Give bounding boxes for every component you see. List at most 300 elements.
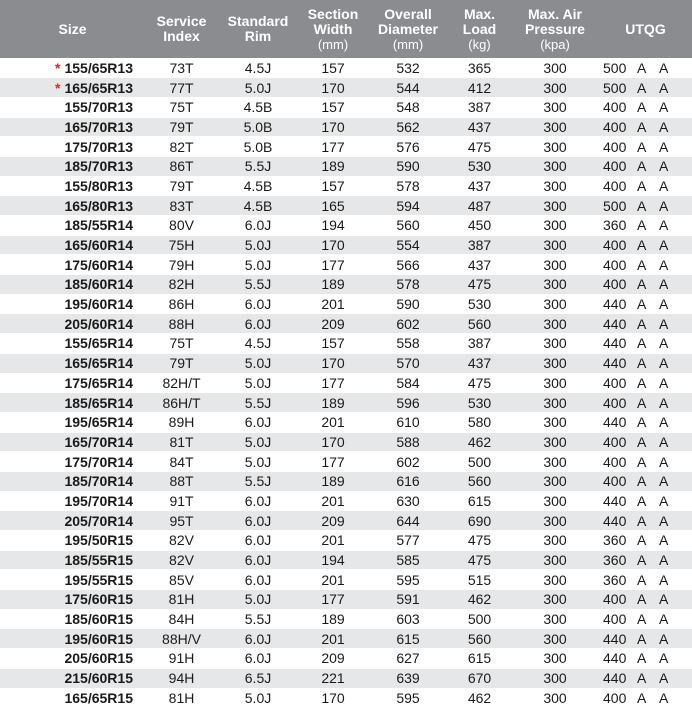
cell-size: [0, 471, 145, 491]
cell-standard-rim: 5.5J: [218, 609, 298, 629]
cell-standard-rim: 6.0J: [218, 531, 298, 551]
utqg-traction: A: [637, 433, 647, 450]
utqg-temperature: A: [659, 118, 669, 135]
size-value: 185/70R14: [64, 473, 133, 490]
cell-utqg: [599, 137, 692, 157]
utqg-traction: A: [637, 650, 647, 667]
utqg-temperature: A: [659, 79, 669, 96]
utqg-temperature: A: [659, 650, 669, 667]
cell-utqg: [599, 570, 692, 590]
utqg-traction: A: [637, 374, 647, 391]
table-row: [0, 570, 692, 590]
cell-standard-rim: 5.5J: [218, 275, 298, 295]
cell-max-air-pressure: 300: [511, 452, 599, 472]
utqg-treadwear: 440: [603, 650, 627, 667]
cell-utqg: [599, 531, 692, 551]
cell-max-load: 437: [448, 117, 511, 137]
cell-size: [0, 432, 145, 452]
cell-service-index: 83T: [145, 196, 218, 216]
cell-max-load: 437: [448, 176, 511, 196]
cell-standard-rim: 4.5B: [218, 196, 298, 216]
utqg-temperature: A: [659, 532, 669, 549]
cell-section-width: 201: [298, 294, 368, 314]
size-value: 195/65R14: [64, 414, 133, 431]
table-row: [0, 550, 692, 570]
cell-max-load: 560: [448, 629, 511, 649]
cell-service-index: 79T: [145, 353, 218, 373]
cell-max-air-pressure: 300: [511, 471, 599, 491]
cell-utqg: [599, 491, 692, 511]
cell-size: [0, 255, 145, 275]
utqg-traction: A: [637, 177, 647, 194]
cell-overall-diameter: 595: [368, 688, 448, 708]
cell-service-index: 80V: [145, 216, 218, 236]
cell-max-load: 560: [448, 471, 511, 491]
utqg-traction: A: [637, 197, 647, 214]
cell-overall-diameter: 544: [368, 78, 448, 98]
cell-standard-rim: 4.5J: [218, 334, 298, 354]
cell-utqg: [599, 649, 692, 669]
cell-max-load: 560: [448, 314, 511, 334]
table-row: [0, 334, 692, 354]
size-value: 205/60R15: [64, 650, 133, 667]
cell-max-load: 475: [448, 550, 511, 570]
cell-max-load: 450: [448, 216, 511, 236]
utqg-traction: A: [637, 512, 647, 529]
utqg-temperature: A: [659, 552, 669, 569]
size-value: 185/70R13: [64, 158, 133, 175]
table-body: [0, 58, 692, 708]
cell-overall-diameter: 554: [368, 235, 448, 255]
table-row: [0, 58, 692, 78]
table-row: [0, 609, 692, 629]
cell-max-air-pressure: 300: [511, 156, 599, 176]
size-value: 185/60R14: [64, 276, 133, 293]
cell-utqg: [599, 235, 692, 255]
cell-section-width: 189: [298, 471, 368, 491]
utqg-treadwear: 400: [603, 433, 627, 450]
size-value: 195/60R14: [64, 296, 133, 313]
cell-overall-diameter: 591: [368, 590, 448, 610]
utqg-traction: A: [637, 355, 647, 372]
cell-max-load: 530: [448, 393, 511, 413]
cell-max-air-pressure: 300: [511, 590, 599, 610]
cell-utqg: [599, 688, 692, 708]
cell-section-width: 177: [298, 255, 368, 275]
table-row: [0, 255, 692, 275]
table-row: [0, 156, 692, 176]
utqg-treadwear: 400: [603, 138, 627, 155]
utqg-traction: A: [637, 79, 647, 96]
utqg-treadwear: 360: [603, 532, 627, 549]
cell-section-width: 157: [298, 58, 368, 78]
cell-service-index: 94H: [145, 668, 218, 688]
utqg-temperature: A: [659, 670, 669, 687]
cell-standard-rim: 5.5J: [218, 393, 298, 413]
cell-max-air-pressure: 300: [511, 137, 599, 157]
cell-utqg: [599, 471, 692, 491]
table-row: [0, 649, 692, 669]
header-size: Size: [0, 0, 145, 58]
utqg-temperature: A: [659, 335, 669, 352]
size-value: 155/65R14: [64, 335, 133, 352]
cell-max-load: 530: [448, 294, 511, 314]
utqg-traction: A: [637, 689, 647, 706]
cell-service-index: 84H: [145, 609, 218, 629]
cell-service-index: 88H/V: [145, 629, 218, 649]
cell-max-load: 437: [448, 353, 511, 373]
table-row: [0, 471, 692, 491]
cell-section-width: 201: [298, 412, 368, 432]
cell-overall-diameter: 585: [368, 550, 448, 570]
cell-overall-diameter: 630: [368, 491, 448, 511]
cell-utqg: [599, 156, 692, 176]
cell-utqg: [599, 511, 692, 531]
cell-max-air-pressure: 300: [511, 255, 599, 275]
cell-service-index: 79H: [145, 255, 218, 275]
cell-overall-diameter: 603: [368, 609, 448, 629]
cell-service-index: 88H: [145, 314, 218, 334]
cell-max-air-pressure: 300: [511, 432, 599, 452]
utqg-temperature: A: [659, 237, 669, 254]
utqg-treadwear: 440: [603, 355, 627, 372]
cell-max-load: 387: [448, 97, 511, 117]
cell-service-index: 75T: [145, 97, 218, 117]
cell-section-width: 189: [298, 275, 368, 295]
utqg-traction: A: [637, 118, 647, 135]
utqg-temperature: A: [659, 689, 669, 706]
size-value: 175/65R14: [64, 374, 133, 391]
utqg-treadwear: 440: [603, 296, 627, 313]
utqg-treadwear: 500: [603, 79, 627, 96]
cell-section-width: 194: [298, 216, 368, 236]
cell-max-load: 615: [448, 649, 511, 669]
cell-standard-rim: 5.0B: [218, 117, 298, 137]
cell-standard-rim: 6.0J: [218, 294, 298, 314]
cell-overall-diameter: 594: [368, 196, 448, 216]
cell-utqg: [599, 334, 692, 354]
table-row: [0, 668, 692, 688]
cell-utqg: [599, 550, 692, 570]
cell-max-air-pressure: 300: [511, 176, 599, 196]
cell-max-air-pressure: 300: [511, 550, 599, 570]
size-value: 165/80R13: [64, 197, 133, 214]
cell-utqg: [599, 373, 692, 393]
utqg-treadwear: 400: [603, 473, 627, 490]
cell-utqg: [599, 58, 692, 78]
cell-overall-diameter: 639: [368, 668, 448, 688]
utqg-traction: A: [637, 670, 647, 687]
cell-size: [0, 649, 145, 669]
cell-overall-diameter: 548: [368, 97, 448, 117]
table-row: [0, 491, 692, 511]
cell-section-width: 209: [298, 314, 368, 334]
cell-overall-diameter: 595: [368, 570, 448, 590]
cell-utqg: [599, 78, 692, 98]
cell-section-width: 189: [298, 393, 368, 413]
cell-standard-rim: 6.0J: [218, 314, 298, 334]
size-value: 185/55R15: [64, 552, 133, 569]
cell-utqg: [599, 452, 692, 472]
cell-section-width: 157: [298, 176, 368, 196]
cell-utqg: [599, 353, 692, 373]
table-row: [0, 373, 692, 393]
utqg-traction: A: [637, 453, 647, 470]
header-section-width: Section Width (mm): [298, 0, 368, 58]
utqg-treadwear: 500: [603, 59, 627, 76]
cell-size: [0, 511, 145, 531]
cell-standard-rim: 6.0J: [218, 550, 298, 570]
utqg-temperature: A: [659, 473, 669, 490]
cell-service-index: 91H: [145, 649, 218, 669]
cell-standard-rim: 4.5J: [218, 58, 298, 78]
utqg-treadwear: 360: [603, 571, 627, 588]
cell-standard-rim: 5.0J: [218, 432, 298, 452]
size-value: 175/60R15: [64, 591, 133, 608]
cell-max-load: 580: [448, 412, 511, 432]
marker-asterisk: *: [55, 59, 61, 76]
utqg-treadwear: 400: [603, 256, 627, 273]
cell-overall-diameter: 577: [368, 531, 448, 551]
table-row: [0, 137, 692, 157]
size-value: 185/60R15: [64, 611, 133, 628]
table-row: [0, 531, 692, 551]
size-value: 215/60R15: [64, 670, 133, 687]
utqg-traction: A: [637, 335, 647, 352]
marker-asterisk: *: [55, 79, 61, 96]
utqg-traction: A: [637, 276, 647, 293]
size-value: 185/55R14: [64, 217, 133, 234]
cell-utqg: [599, 196, 692, 216]
cell-service-index: 84T: [145, 452, 218, 472]
cell-service-index: 81H: [145, 688, 218, 708]
cell-standard-rim: 5.0J: [218, 353, 298, 373]
cell-max-load: 475: [448, 373, 511, 393]
cell-max-air-pressure: 300: [511, 412, 599, 432]
cell-section-width: 157: [298, 97, 368, 117]
utqg-treadwear: 400: [603, 99, 627, 116]
cell-utqg: [599, 629, 692, 649]
utqg-treadwear: 440: [603, 315, 627, 332]
table-row: [0, 511, 692, 531]
cell-service-index: 88T: [145, 471, 218, 491]
cell-max-load: 500: [448, 452, 511, 472]
cell-standard-rim: 5.0J: [218, 590, 298, 610]
utqg-temperature: A: [659, 433, 669, 450]
utqg-treadwear: 400: [603, 276, 627, 293]
cell-size: [0, 412, 145, 432]
cell-max-air-pressure: 300: [511, 58, 599, 78]
cell-max-air-pressure: 300: [511, 334, 599, 354]
cell-section-width: 209: [298, 511, 368, 531]
cell-max-air-pressure: 300: [511, 78, 599, 98]
cell-standard-rim: 5.0B: [218, 137, 298, 157]
size-value: 155/65R13: [64, 59, 133, 76]
cell-max-air-pressure: 300: [511, 629, 599, 649]
cell-section-width: 177: [298, 137, 368, 157]
size-value: 175/70R13: [64, 138, 133, 155]
cell-standard-rim: 5.0J: [218, 255, 298, 275]
utqg-treadwear: 360: [603, 552, 627, 569]
size-value: 205/70R14: [64, 512, 133, 529]
table-row: [0, 117, 692, 137]
utqg-traction: A: [637, 394, 647, 411]
utqg-temperature: A: [659, 276, 669, 293]
cell-max-air-pressure: 300: [511, 570, 599, 590]
cell-max-air-pressure: 300: [511, 97, 599, 117]
table-row: [0, 176, 692, 196]
cell-size: [0, 97, 145, 117]
utqg-traction: A: [637, 237, 647, 254]
cell-max-air-pressure: 300: [511, 314, 599, 334]
utqg-treadwear: 360: [603, 217, 627, 234]
cell-standard-rim: 4.5B: [218, 176, 298, 196]
cell-max-load: 462: [448, 688, 511, 708]
utqg-treadwear: 400: [603, 177, 627, 194]
cell-max-load: 387: [448, 334, 511, 354]
cell-max-air-pressure: 300: [511, 511, 599, 531]
cell-standard-rim: 5.0J: [218, 235, 298, 255]
header-service-index: Service Index: [145, 0, 218, 58]
size-value: 195/70R14: [64, 492, 133, 509]
cell-standard-rim: 6.0J: [218, 570, 298, 590]
cell-max-air-pressure: 300: [511, 196, 599, 216]
cell-max-load: 670: [448, 668, 511, 688]
cell-utqg: [599, 609, 692, 629]
table-row: [0, 590, 692, 610]
size-value: 165/70R14: [64, 433, 133, 450]
cell-service-index: 79T: [145, 176, 218, 196]
utqg-temperature: A: [659, 611, 669, 628]
utqg-treadwear: 440: [603, 630, 627, 647]
cell-standard-rim: 6.0J: [218, 412, 298, 432]
utqg-treadwear: 400: [603, 374, 627, 391]
cell-overall-diameter: 570: [368, 353, 448, 373]
cell-size: [0, 334, 145, 354]
cell-size: [0, 609, 145, 629]
utqg-treadwear: 440: [603, 512, 627, 529]
cell-max-air-pressure: 300: [511, 688, 599, 708]
cell-utqg: [599, 668, 692, 688]
cell-overall-diameter: 590: [368, 156, 448, 176]
cell-size: [0, 117, 145, 137]
cell-max-load: 475: [448, 275, 511, 295]
cell-service-index: 81H: [145, 590, 218, 610]
utqg-treadwear: 500: [603, 197, 627, 214]
utqg-traction: A: [637, 473, 647, 490]
cell-service-index: 82V: [145, 550, 218, 570]
cell-service-index: 95T: [145, 511, 218, 531]
cell-section-width: 194: [298, 550, 368, 570]
size-value: 195/55R15: [64, 571, 133, 588]
cell-service-index: 82H/T: [145, 373, 218, 393]
utqg-traction: A: [637, 591, 647, 608]
utqg-traction: A: [637, 256, 647, 273]
utqg-temperature: A: [659, 177, 669, 194]
utqg-temperature: A: [659, 197, 669, 214]
utqg-temperature: A: [659, 256, 669, 273]
utqg-traction: A: [637, 611, 647, 628]
utqg-treadwear: 440: [603, 492, 627, 509]
cell-size: [0, 491, 145, 511]
utqg-treadwear: 400: [603, 158, 627, 175]
cell-max-load: 515: [448, 570, 511, 590]
cell-service-index: 86H/T: [145, 393, 218, 413]
cell-size: [0, 314, 145, 334]
size-value: 195/60R15: [64, 630, 133, 647]
cell-overall-diameter: 615: [368, 629, 448, 649]
cell-service-index: 81T: [145, 432, 218, 452]
cell-size: [0, 688, 145, 708]
utqg-traction: A: [637, 414, 647, 431]
utqg-traction: A: [637, 217, 647, 234]
utqg-temperature: A: [659, 571, 669, 588]
cell-standard-rim: 6.0J: [218, 216, 298, 236]
cell-standard-rim: 6.0J: [218, 491, 298, 511]
cell-size: [0, 629, 145, 649]
table-row: [0, 314, 692, 334]
utqg-temperature: A: [659, 138, 669, 155]
cell-utqg: [599, 412, 692, 432]
size-value: 165/60R14: [64, 237, 133, 254]
cell-size: [0, 452, 145, 472]
cell-service-index: 75H: [145, 235, 218, 255]
size-value: 165/65R15: [64, 689, 133, 706]
cell-size: [0, 275, 145, 295]
table-row: [0, 393, 692, 413]
cell-section-width: 170: [298, 688, 368, 708]
cell-service-index: 75T: [145, 334, 218, 354]
cell-standard-rim: 5.5J: [218, 156, 298, 176]
header-row: [0, 0, 692, 58]
cell-service-index: 82T: [145, 137, 218, 157]
cell-max-load: 387: [448, 235, 511, 255]
size-value: 165/65R14: [64, 355, 133, 372]
cell-size: [0, 590, 145, 610]
utqg-temperature: A: [659, 158, 669, 175]
cell-overall-diameter: 627: [368, 649, 448, 669]
cell-size: [0, 550, 145, 570]
cell-overall-diameter: 590: [368, 294, 448, 314]
cell-size: [0, 176, 145, 196]
utqg-temperature: A: [659, 414, 669, 431]
utqg-traction: A: [637, 138, 647, 155]
cell-standard-rim: 6.5J: [218, 668, 298, 688]
table-row: [0, 629, 692, 649]
cell-size: [0, 156, 145, 176]
utqg-treadwear: 400: [603, 237, 627, 254]
cell-max-air-pressure: 300: [511, 373, 599, 393]
cell-section-width: 177: [298, 452, 368, 472]
utqg-treadwear: 400: [603, 611, 627, 628]
cell-utqg: [599, 255, 692, 275]
size-value: 175/60R14: [64, 256, 133, 273]
cell-utqg: [599, 294, 692, 314]
utqg-traction: A: [637, 630, 647, 647]
cell-service-index: 89H: [145, 412, 218, 432]
utqg-traction: A: [637, 315, 647, 332]
cell-overall-diameter: 566: [368, 255, 448, 275]
cell-max-air-pressure: 300: [511, 668, 599, 688]
cell-size: [0, 216, 145, 236]
utqg-temperature: A: [659, 453, 669, 470]
cell-service-index: 73T: [145, 58, 218, 78]
utqg-treadwear: 400: [603, 394, 627, 411]
cell-service-index: 85V: [145, 570, 218, 590]
cell-section-width: 170: [298, 117, 368, 137]
cell-section-width: 170: [298, 235, 368, 255]
cell-max-load: 475: [448, 531, 511, 551]
